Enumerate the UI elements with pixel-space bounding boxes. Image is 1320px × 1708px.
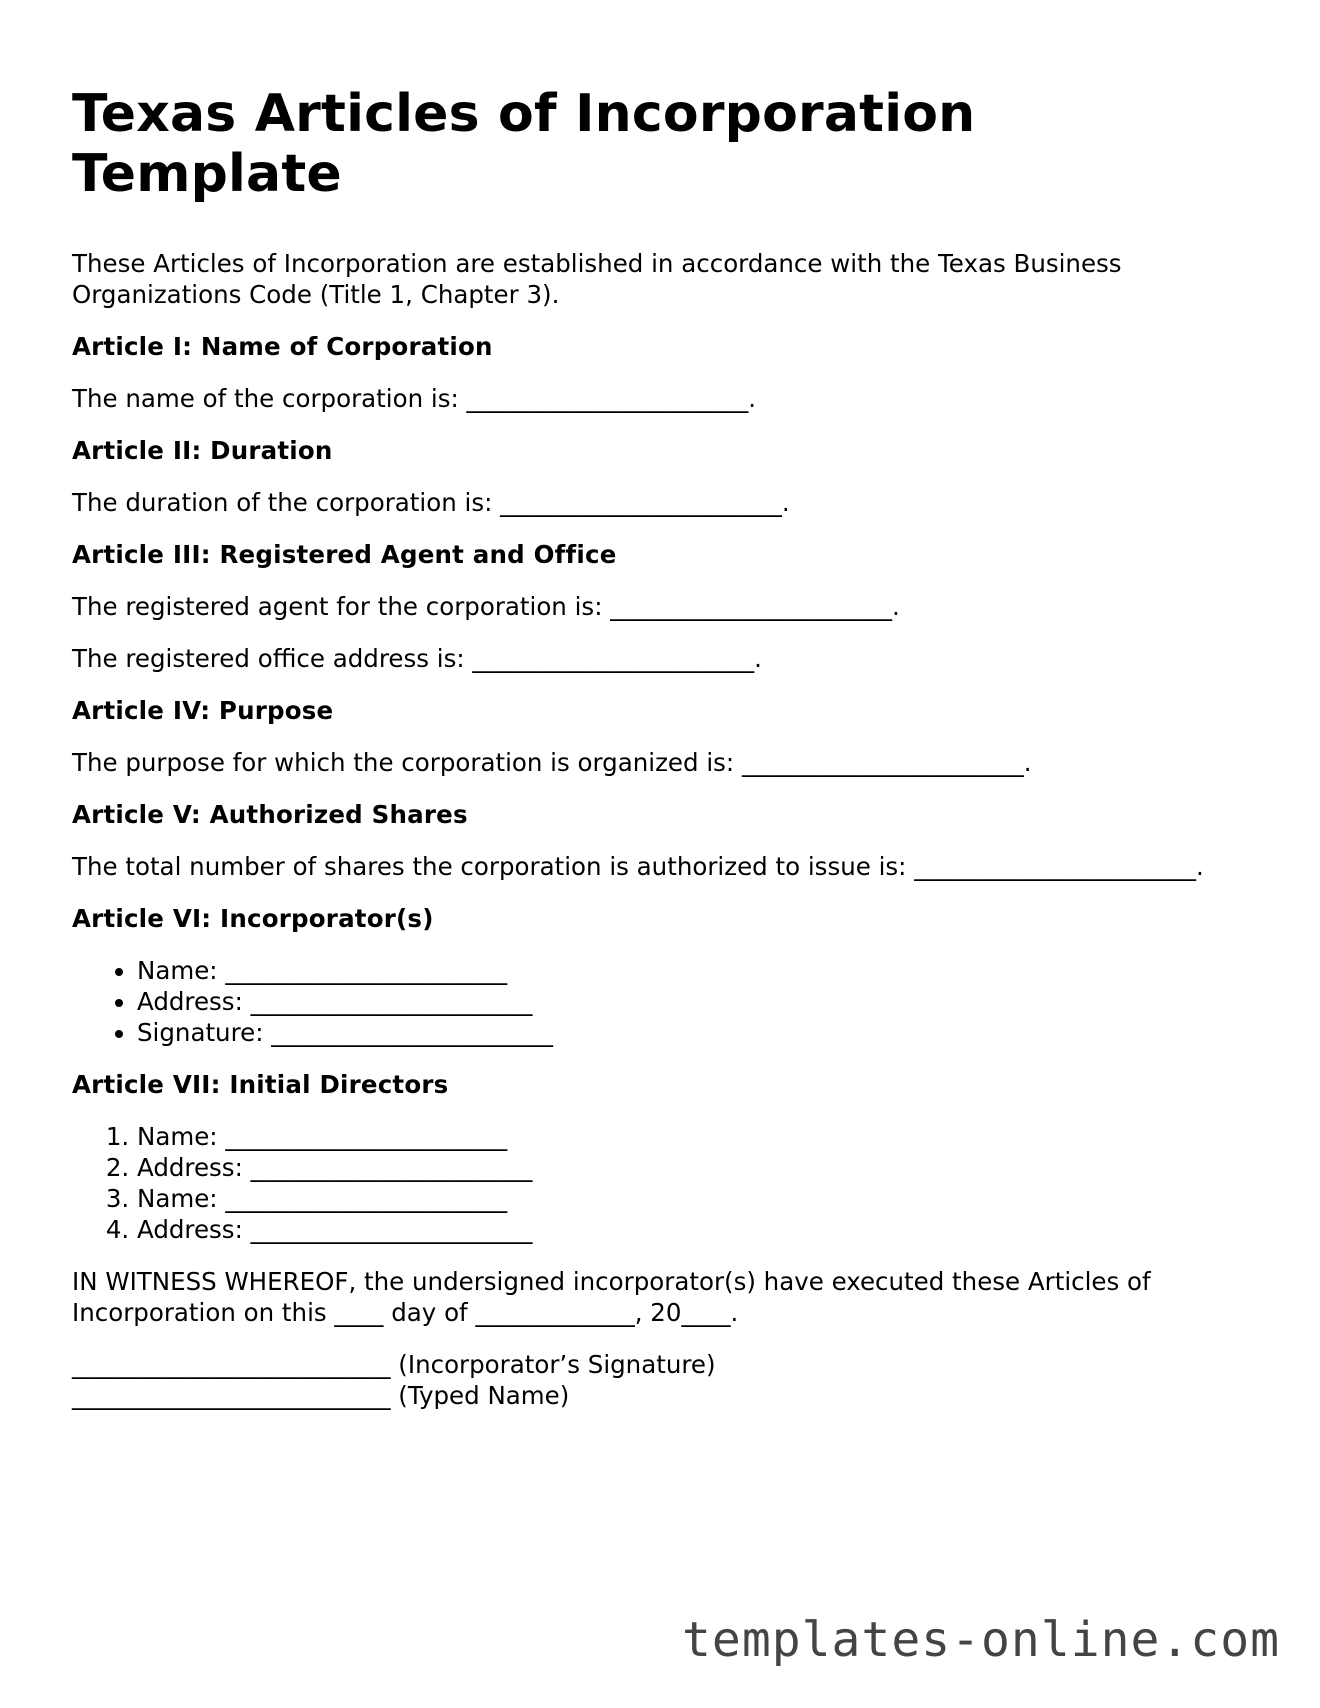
signature-block [72, 1349, 1248, 1411]
list-item: 2. Address: _______________________ [137, 1152, 1248, 1183]
typed-name-line: __________________________ (Typed Name) [72, 1381, 570, 1410]
list-item: 3. Name: _______________________ [137, 1183, 1248, 1214]
article-3-agent-text: The registered agent for the corporation is: _______________________. [72, 592, 900, 621]
article-5-heading: Article V: Authorized Shares [72, 800, 468, 829]
article-4-heading: Article IV: Purpose [72, 696, 334, 725]
article-1-text: The name of the corporation is: _______________________. [72, 384, 757, 413]
list-item: 4. Address: _______________________ [137, 1214, 1248, 1245]
article-7-heading: Article VII: Initial Directors [72, 1070, 449, 1099]
article-3-heading: Article III: Registered Agent and Office [72, 540, 617, 569]
incorporator-list [72, 955, 1248, 1048]
witness-paragraph: IN WITNESS WHEREOF, the undersigned incorporator(s) have executed these Articles of Incorporation on this ____ day of _____________, 20____. [72, 1267, 1151, 1327]
signature-line: __________________________ (Incorporator’s Signature) [72, 1350, 716, 1379]
intro-paragraph: These Articles of Incorporation are established in accordance with the Texas Business Organizations Code (Title 1, Chapter 3). [72, 249, 1122, 309]
article-2-heading: Article II: Duration [72, 436, 333, 465]
article-2-text: The duration of the corporation is: _______________________. [72, 488, 790, 517]
list-item: • Address: _______________________ [137, 986, 1248, 1017]
article-5-text: The total number of shares the corporation is authorized to issue is: _______________________. [72, 852, 1204, 881]
article-6-heading: Article VI: Incorporator(s) [72, 904, 434, 933]
list-item: • Signature: _______________________ [137, 1017, 1248, 1048]
document-title: Texas Articles of Incorporation Template [72, 84, 976, 204]
list-item: • Name: _______________________ [137, 955, 1248, 986]
list-item: 1. Name: _______________________ [137, 1121, 1248, 1152]
directors-list [72, 1121, 1248, 1245]
document-page [72, 84, 1248, 1411]
watermark: templates-online.com [682, 1612, 1280, 1668]
article-1-heading: Article I: Name of Corporation [72, 332, 493, 361]
article-4-text: The purpose for which the corporation is organized is: _______________________. [72, 748, 1032, 777]
article-3-office-text: The registered office address is: _______________________. [72, 644, 762, 673]
